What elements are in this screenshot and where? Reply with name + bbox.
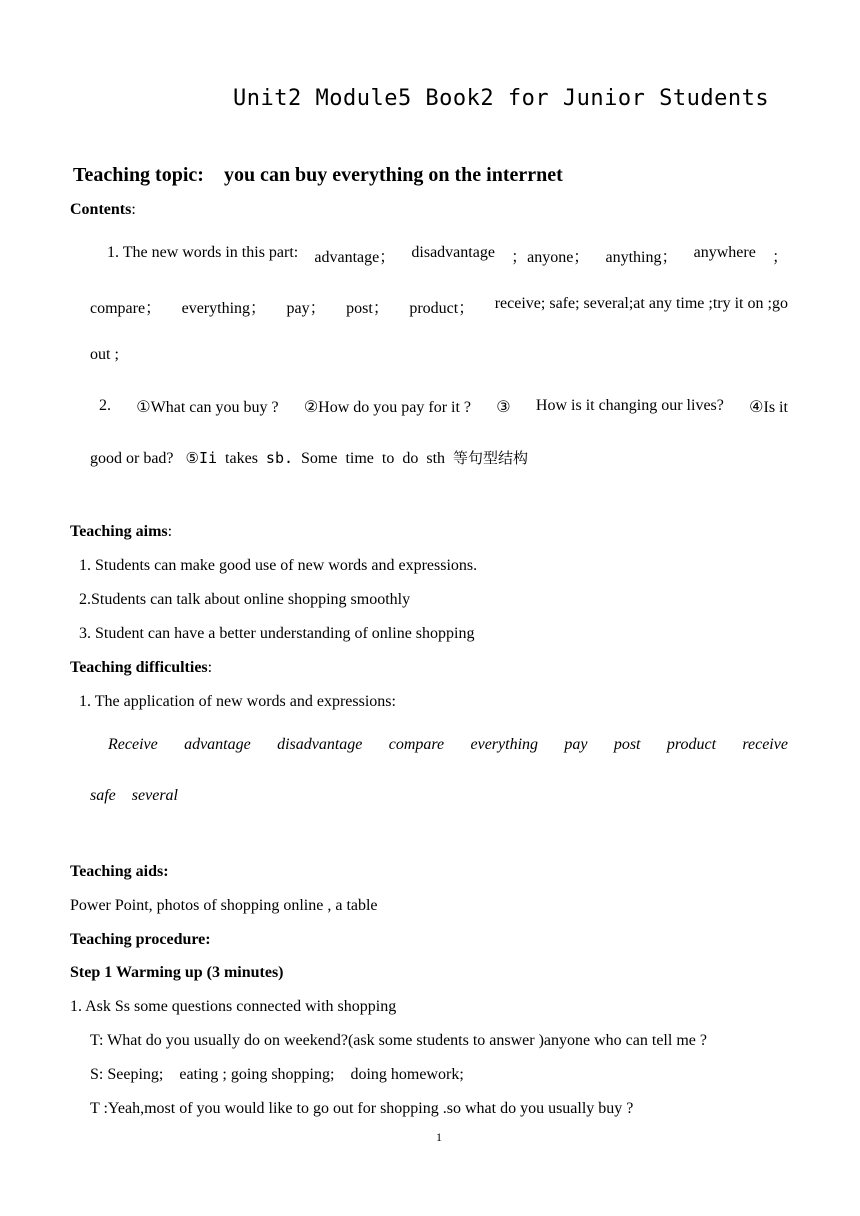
aids-text: Power Point, photos of shopping online , a table xyxy=(70,897,378,914)
difficulties-words-line-1 xyxy=(108,736,788,754)
contents-word: anywhere xyxy=(693,244,756,261)
contents-word: everything； xyxy=(181,300,267,317)
contents-question: ④Is it xyxy=(749,399,788,416)
contents-pattern: Some xyxy=(301,450,338,467)
contents-word: ；anyone； xyxy=(511,249,590,266)
page-number: 1 xyxy=(436,1130,442,1144)
contents-pattern-chinese: 等句型结构 xyxy=(453,449,529,467)
procedure-heading: Teaching procedure: xyxy=(70,931,211,948)
contents-line-4 xyxy=(99,397,788,417)
contents-question: 2. xyxy=(99,397,111,414)
vocab-word: advantage xyxy=(184,736,251,753)
vocab-word: post xyxy=(613,736,641,753)
aims-label: Teaching aims xyxy=(70,523,168,540)
contents-question: good or bad? xyxy=(90,450,174,467)
vocab-word: product xyxy=(666,736,717,753)
difficulties-heading xyxy=(70,659,212,677)
contents-pattern: do xyxy=(402,450,419,467)
aids-heading: Teaching aids: xyxy=(70,863,169,880)
step-1-heading: Step 1 Warming up (3 minutes) xyxy=(70,964,284,981)
aims-heading xyxy=(70,523,172,541)
contents-pattern: takes xyxy=(225,450,258,467)
document-title: Unit2 Module5 Book2 for Junior Students xyxy=(233,86,770,111)
contents-word: advantage； xyxy=(314,249,396,266)
contents-word: ； xyxy=(771,249,788,266)
contents-heading xyxy=(70,201,136,219)
dialogue-teacher-1: T: What do you usually do on weekend?(ask some students to answer )anyone who can tell me ? xyxy=(90,1032,707,1049)
contents-word: 1. The new words in this part: xyxy=(107,244,299,261)
contents-word: anything； xyxy=(605,249,678,266)
contents-question: ②How do you pay for it ? xyxy=(303,399,472,416)
teaching-topic xyxy=(73,164,563,187)
vocab-word: Receive xyxy=(108,736,158,753)
contents-pattern: time xyxy=(345,450,374,467)
contents-line-5 xyxy=(90,447,528,468)
difficulties-colon: : xyxy=(207,659,213,676)
difficulties-item: 1. The application of new words and expressions: xyxy=(79,693,396,710)
contents-pattern: to xyxy=(381,450,395,467)
contents-word: post； xyxy=(346,300,389,317)
contents-question: ①What can you buy ? xyxy=(136,399,279,416)
difficulties-words-line-2 xyxy=(90,787,178,805)
contents-word: disadvantage xyxy=(411,244,495,261)
teaching-topic-label: Teaching topic: xyxy=(73,164,204,186)
contents-pattern: ⑤Ii xyxy=(185,449,218,467)
contents-colon: : xyxy=(131,201,136,218)
aims-item: 2.Students can talk about online shopping smoothly xyxy=(79,591,411,608)
teaching-topic-text: you can buy everything on the interrnet xyxy=(223,164,563,186)
vocab-word: disadvantage xyxy=(277,736,363,753)
contents-word: receive; safe; several;at any time ;try it on ;go xyxy=(494,295,788,312)
aims-item: 3. Student can have a better understanding of online shopping xyxy=(79,625,475,642)
contents-question: How is it changing our lives? xyxy=(535,397,724,414)
vocab-word: several xyxy=(131,787,178,804)
contents-pattern: sth xyxy=(426,450,446,467)
vocab-word: receive xyxy=(742,736,788,753)
aims-colon: : xyxy=(167,523,173,540)
contents-line-2 xyxy=(90,295,788,318)
vocab-word: safe xyxy=(90,787,116,804)
contents-word: product； xyxy=(409,300,475,317)
contents-label: Contents xyxy=(70,201,132,218)
difficulties-label: Teaching difficulties xyxy=(70,659,208,676)
dialogue-student-1: S: Seeping; eating ; going shopping; doing homework; xyxy=(90,1066,464,1083)
aims-item: 1. Students can make good use of new words and expressions. xyxy=(79,557,478,574)
contents-line-1 xyxy=(107,244,788,267)
vocab-word: compare xyxy=(388,736,445,753)
procedure-item: 1. Ask Ss some questions connected with shopping xyxy=(70,998,397,1015)
contents-word: compare； xyxy=(90,300,162,317)
contents-question: ③ xyxy=(496,399,511,416)
vocab-word: pay xyxy=(564,736,588,753)
contents-word: pay； xyxy=(286,300,326,317)
vocab-word: everything xyxy=(470,736,539,753)
dialogue-teacher-2: T :Yeah,most of you would like to go out for shopping .so what do you usually buy ? xyxy=(90,1100,634,1117)
contents-pattern: sb. xyxy=(265,449,294,467)
contents-line-3: out ; xyxy=(90,346,119,363)
